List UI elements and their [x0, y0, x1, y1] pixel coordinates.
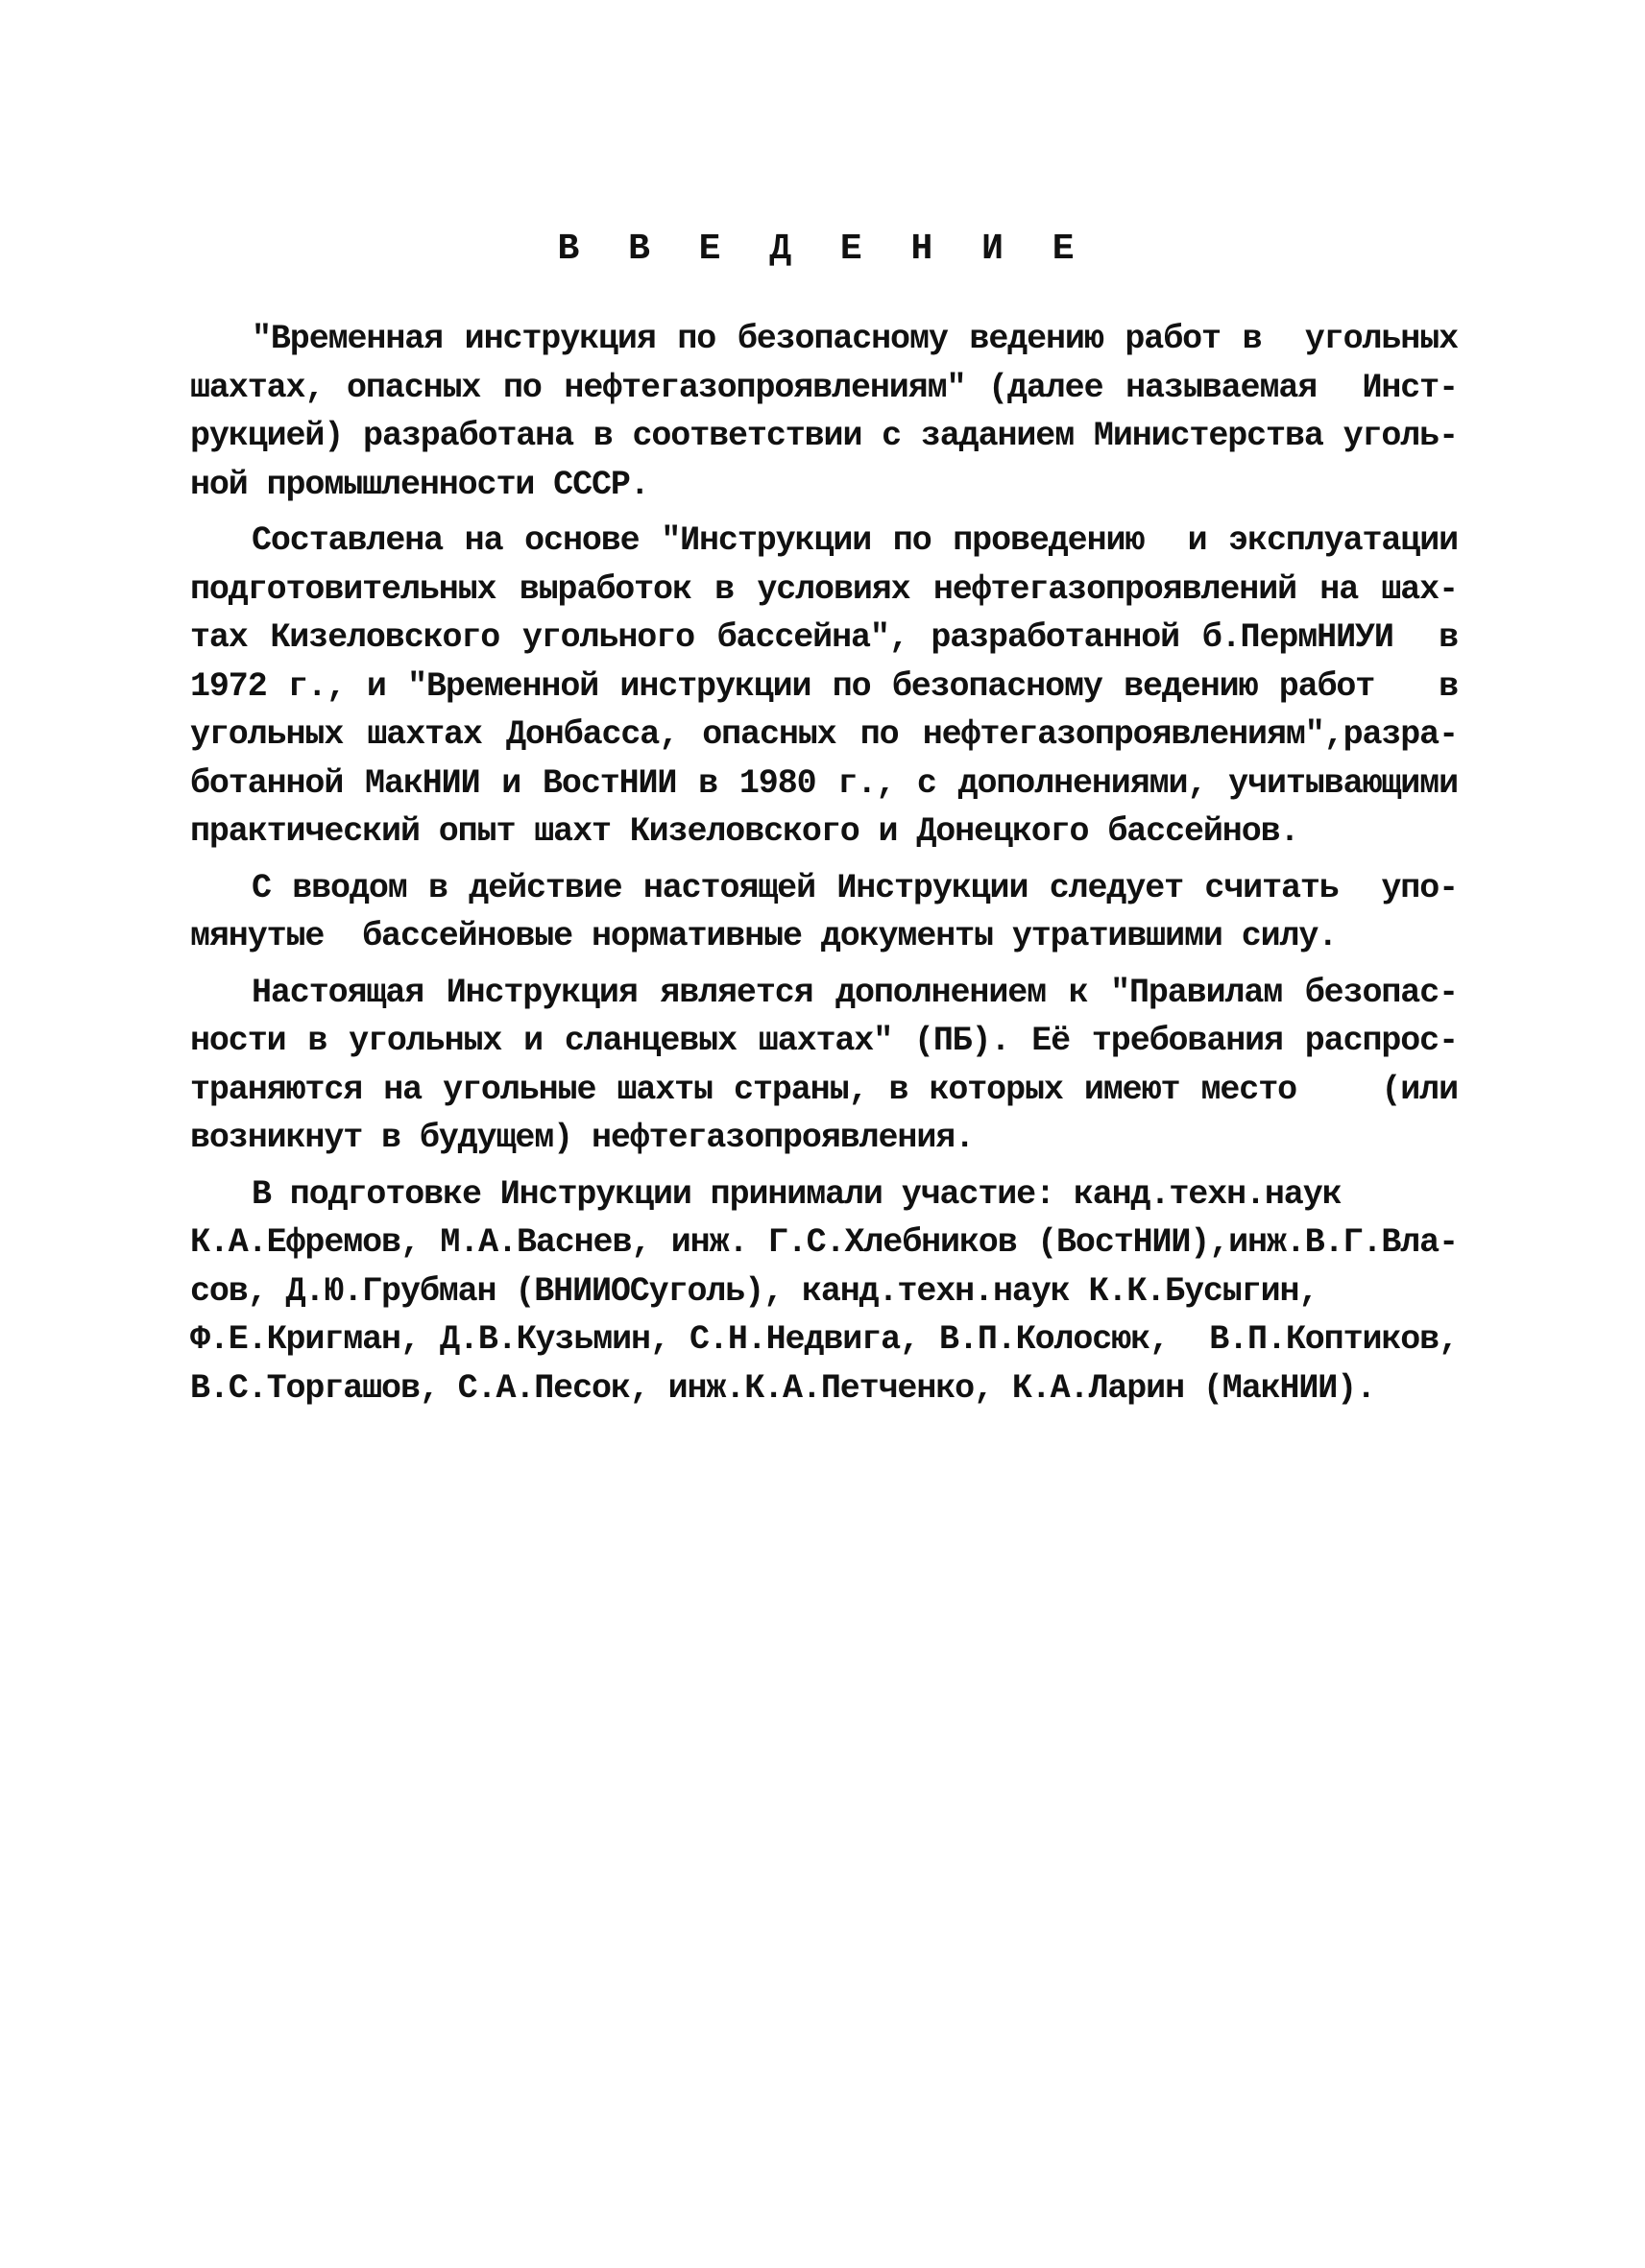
text-line: К.А.Ефремов, М.А.Васнев, инж. Г.С.Хлебников (ВостНИИ),инж.В.Г.Вла- — [190, 1223, 1458, 1262]
page-title: В В Е Д Е Н И Е — [557, 229, 1088, 270]
paragraph-sources — [190, 517, 1458, 857]
text-line: Ф.Е.Кригман, Д.В.Кузьмин, С.Н.Недвига, В.П.Колосюк, В.П.Коптиков, — [190, 1320, 1458, 1359]
text-line: ботанной МакНИИ и ВостНИИ в 1980 г., с дополнениями, учитывающими — [190, 763, 1458, 803]
text-line: 1972 г., и "Временной инструкции по безопасному ведению работ в — [190, 666, 1458, 706]
text-line: ности в угольных и сланцевых шахтах" (ПБ). Её требования распрос- — [190, 1022, 1458, 1060]
paragraph-contributors — [190, 1170, 1458, 1413]
paragraph-purpose — [190, 315, 1458, 509]
text-line: угольных шахтах Донбасса, опасных по нефтегазопроявлениям",разра- — [190, 715, 1458, 754]
text-line: С вводом в действие настоящей Инструкции следует считать упо- — [252, 868, 1458, 907]
text-line: Настоящая Инструкция является дополнением к "Правилам безопас- — [252, 973, 1458, 1012]
text-line: возникнут в будущем) нефтегазопроявления. — [190, 1119, 975, 1157]
text-line: тах Кизеловского угольного бассейна", разработанной б.ПермНИУИ в — [190, 618, 1458, 657]
text-line: "Временная инструкция по безопасному ведению работ в угольных — [252, 320, 1458, 358]
text-line: практический опыт шахт Кизеловского и Донецкого бассейнов. — [190, 812, 1299, 851]
text-line: Составлена на основе "Инструкции по проведению и эксплуатации — [252, 521, 1458, 560]
text-line: подготовительных выработок в условиях нефтегазопроявлений на шах- — [190, 569, 1458, 609]
text-line: шахтах, опасных по нефтегазопроявлениям" (далее называемая Инст- — [190, 368, 1458, 407]
text-line: сов, Д.Ю.Грубман (ВНИИОСуголь), канд.техн.наук К.К.Бусыгин, — [190, 1271, 1318, 1311]
document-body — [190, 315, 1458, 1412]
text-line: траняются на угольные шахты страны, в которых имеют место (или — [190, 1070, 1458, 1109]
text-line: рукцией) разработана в соответствии с заданием Министерства уголь- — [190, 417, 1458, 455]
text-line: мянутые бассейновые нормативные документы утратившими силу. — [190, 917, 1338, 955]
text-line: ной промышленности СССР. — [190, 465, 649, 504]
paragraph-supersedes — [190, 864, 1458, 961]
text-line: В.С.Торгашов, С.А.Песок, инж.К.А.Петченко, К.А.Ларин (МакНИИ). — [190, 1368, 1376, 1408]
paragraph-scope — [190, 969, 1458, 1163]
text-line: В подготовке Инструкции принимали участие: канд.техн.наук — [252, 1174, 1342, 1214]
